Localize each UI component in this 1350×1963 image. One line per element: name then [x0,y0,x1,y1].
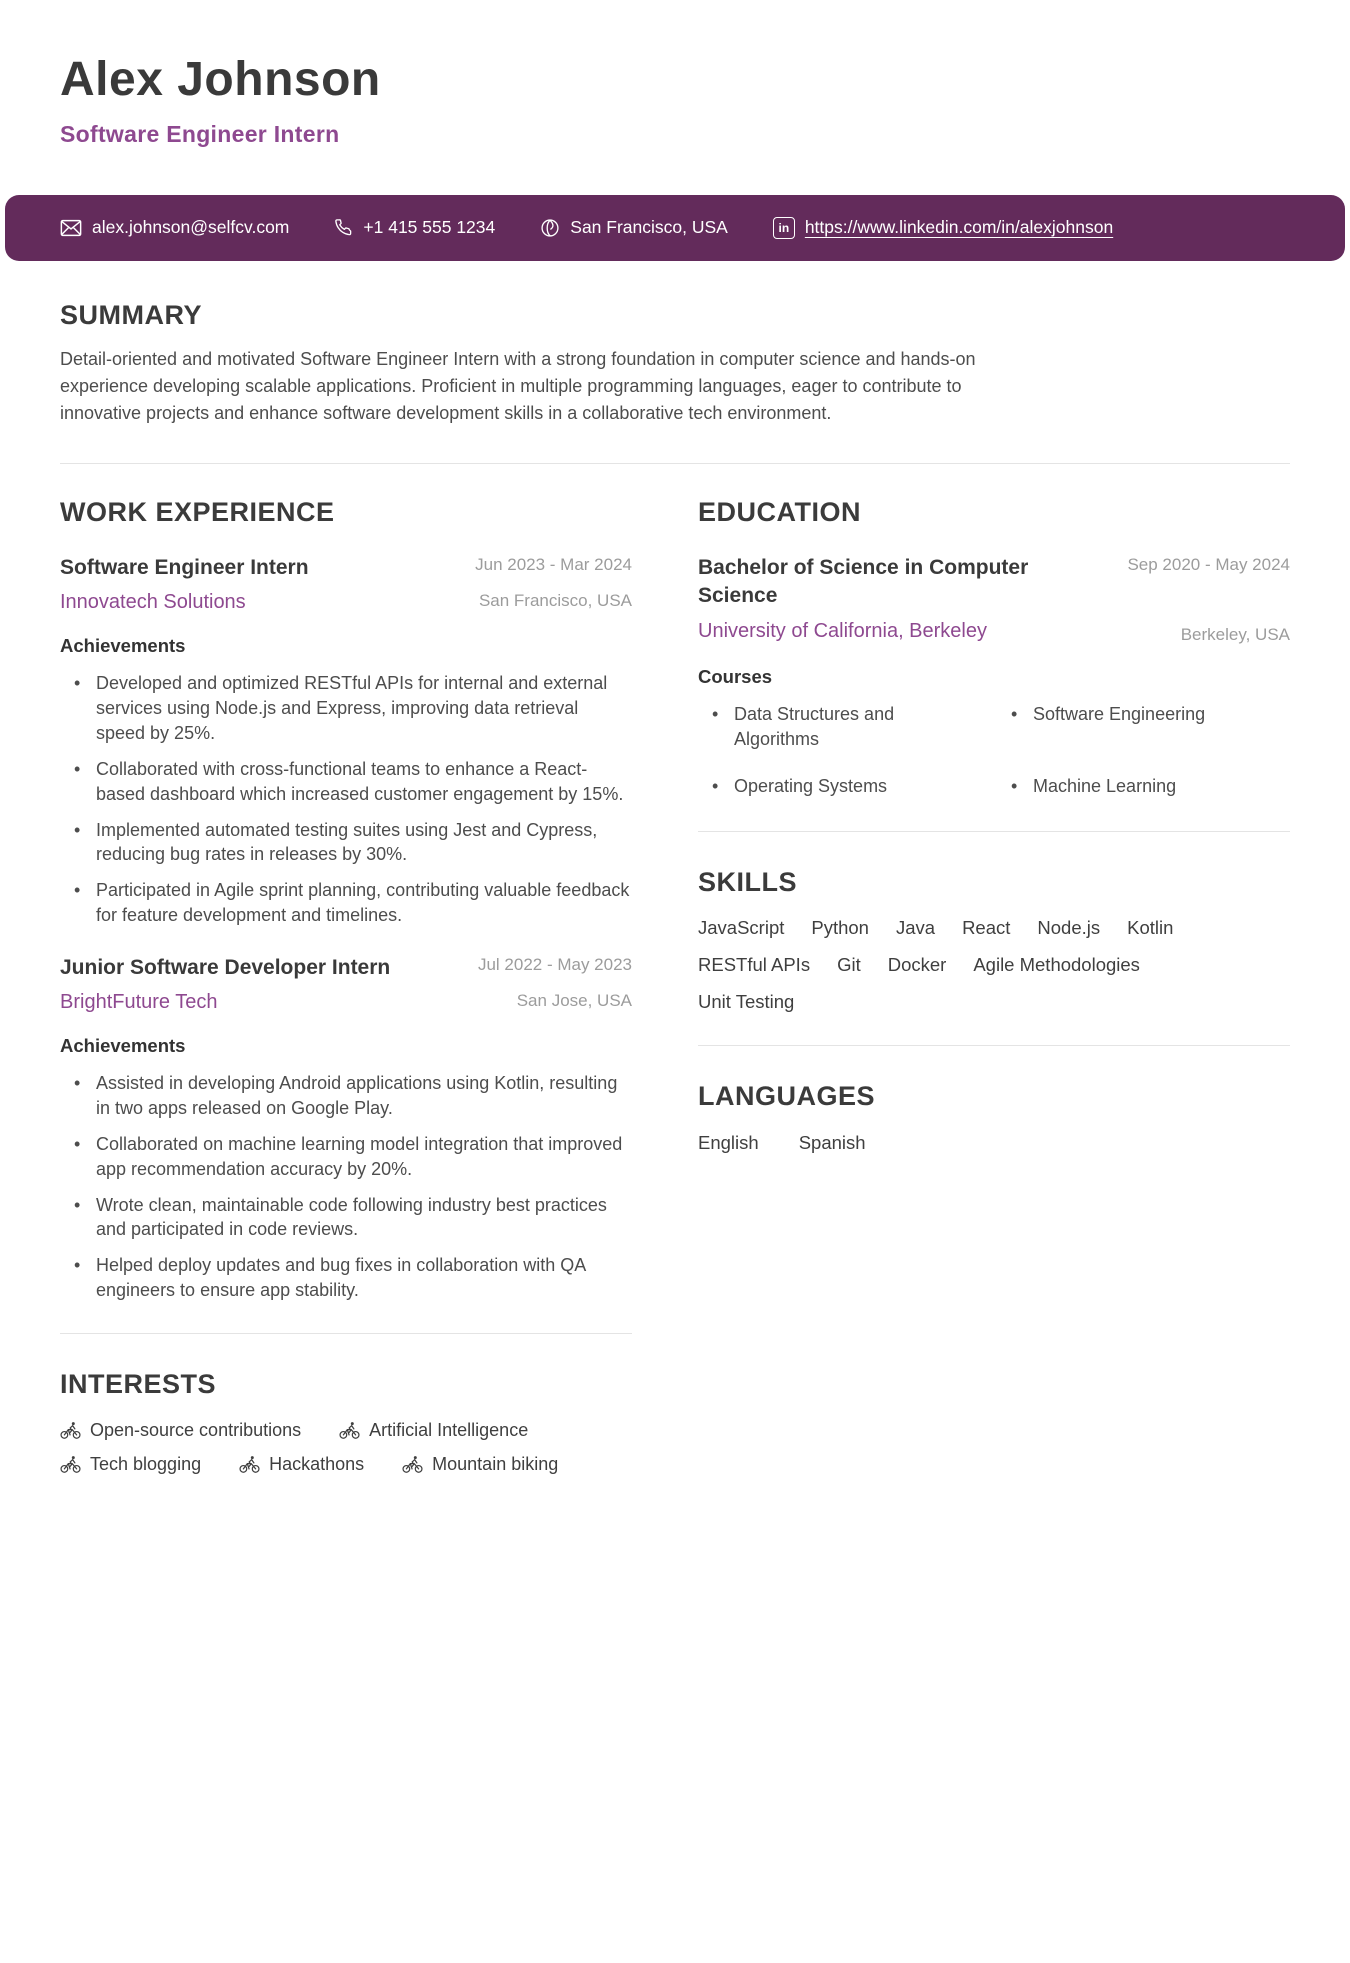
right-column [698,498,1290,1474]
education-entry [698,554,1290,799]
achievement-item: • Assisted in developing Android applications using Kotlin, resulting in two apps released on Google Play. [74,1071,632,1121]
skill-list [698,917,1258,1013]
contact-email-text: alex.johnson@selfcv.com [92,217,290,238]
interest-item [60,1420,301,1441]
achievement-item: • Developed and optimized RESTful APIs for internal and external services using Node.js and Express, improving data retrieval speed by 25%. [74,671,632,745]
language-item: Spanish [798,1132,866,1154]
education-entry-head [698,554,1290,646]
candidate-name: Alex Johnson [60,53,381,106]
interest-label: Mountain biking [432,1453,559,1474]
mail-icon [60,219,82,237]
course-item: • Machine Learning [1011,774,1241,799]
interests-heading: INTERESTS [60,1368,217,1399]
education-meta [1127,554,1290,646]
job-location: San Francisco, USA [478,591,632,611]
section-divider [60,1333,632,1334]
achievement-item: • Helped deploy updates and bug fixes in collaboration with QA engineers to ensure app stability. [74,1253,632,1303]
interest-label: Artificial Intelligence [369,1419,529,1440]
linkedin-icon: in [773,217,795,239]
interest-label: Tech blogging [90,1453,202,1474]
company-name: BrightFuture Tech [60,991,218,1014]
languages-heading: LANGUAGES [698,1081,876,1112]
course-list [698,702,1290,798]
job-title: Junior Software Developer Intern [60,955,391,979]
location-globe-icon [540,218,560,238]
interest-list [60,1420,620,1475]
interest-label: Open-source contributions [90,1419,302,1440]
skill-item: Unit Testing [698,991,795,1013]
skill-item: Node.js [1037,917,1101,939]
skills-heading: SKILLS [698,866,798,897]
summary-heading: SUMMARY [60,299,202,330]
job-entry-head [60,554,632,615]
contact-location-text: San Francisco, USA [570,217,728,238]
left-column [60,498,632,1474]
contact-bar [5,195,1345,261]
section-divider [698,831,1290,832]
cyclist-icon [60,1455,81,1474]
interest-label: Hackathons [269,1453,365,1474]
achievement-list [60,671,632,927]
skill-item: Kotlin [1127,917,1174,939]
cyclist-icon [60,1421,81,1440]
education-dates: Sep 2020 - May 2024 [1127,555,1290,575]
job-meta [478,954,632,1015]
language-item: English [698,1132,759,1154]
content-columns [0,498,1350,1474]
job-entry [60,554,632,928]
education-heading: EDUCATION [698,497,861,528]
achievement-item: • Implemented automated testing suites using Jest and Cypress, reducing bug rates in releases by 30%. [74,818,632,868]
summary-section [60,301,1290,428]
skill-item: Docker [887,954,947,976]
interest-item [339,1420,528,1441]
job-title-block [60,554,309,615]
courses-label: Courses [698,666,773,688]
contact-phone [334,217,495,238]
job-title-block [60,954,390,1015]
skill-item: React [962,917,1011,939]
section-divider [60,463,1290,464]
interest-item [60,1454,201,1475]
phone-icon [334,218,353,237]
job-title: Software Engineer Intern [60,556,309,580]
achievement-item: • Participated in Agile sprint planning, contributing valuable feedback for feature development and timelines. [74,878,632,928]
course-item: • Data Structures and Algorithms [712,702,942,752]
language-list [698,1132,1258,1154]
skill-item: JavaScript [698,917,785,939]
job-dates: Jun 2023 - Mar 2024 [475,555,632,575]
company-name: Innovatech Solutions [60,591,246,614]
job-entry [60,954,632,1303]
achievement-list [60,1071,632,1303]
resume-page [0,53,1350,1963]
cyclist-icon [239,1455,260,1474]
contact-location [540,217,728,238]
contact-linkedin [773,217,1113,239]
contact-email [60,217,289,238]
skill-item: Java [895,917,936,939]
interest-item [402,1454,558,1475]
course-item: • Software Engineering [1011,702,1241,752]
cyclist-icon [339,1421,360,1440]
education-location: Berkeley, USA [1180,625,1290,645]
institution-name: University of California, Berkeley [698,619,987,642]
achievements-label: Achievements [60,635,186,657]
job-entry-head [60,954,632,1015]
summary-text: Detail-oriented and motivated Software Engineer Intern with a strong foundation in computer science and hands-on experience developing scalable applications. Proficient in multiple programming languages, eager to contribute to innovative projects and enhance software development skills in a collaborative tech environment. [60,349,976,424]
candidate-title: Software Engineer Intern [60,121,340,147]
degree-block [698,554,1088,646]
section-divider [698,1045,1290,1046]
contact-phone-text: +1 415 555 1234 [363,217,496,238]
interest-item [239,1454,364,1475]
linkedin-link[interactable]: https://www.linkedin.com/in/alexjohnson [804,217,1114,238]
job-meta [475,554,632,615]
work-experience-heading: WORK EXPERIENCE [60,497,335,528]
skill-item: Agile Methodologies [973,954,1140,976]
course-item: • Operating Systems [712,774,942,799]
cyclist-icon [402,1455,423,1474]
achievements-label: Achievements [60,1035,186,1057]
achievement-item: • Collaborated with cross-functional teams to enhance a React-based dashboard which increased customer engagement by 15%. [74,757,632,807]
degree-title: Bachelor of Science in Computer Science [698,556,1029,608]
skill-item: RESTful APIs [698,954,811,976]
achievement-item: • Collaborated on machine learning model integration that improved app recommendation accuracy by 20%. [74,1132,632,1182]
job-dates: Jul 2022 - May 2023 [477,954,632,974]
skill-item: Python [811,917,869,939]
job-location: San Jose, USA [516,991,632,1011]
achievement-item: • Wrote clean, maintainable code following industry best practices and participated in code reviews. [74,1193,632,1243]
skill-item: Git [837,954,861,976]
